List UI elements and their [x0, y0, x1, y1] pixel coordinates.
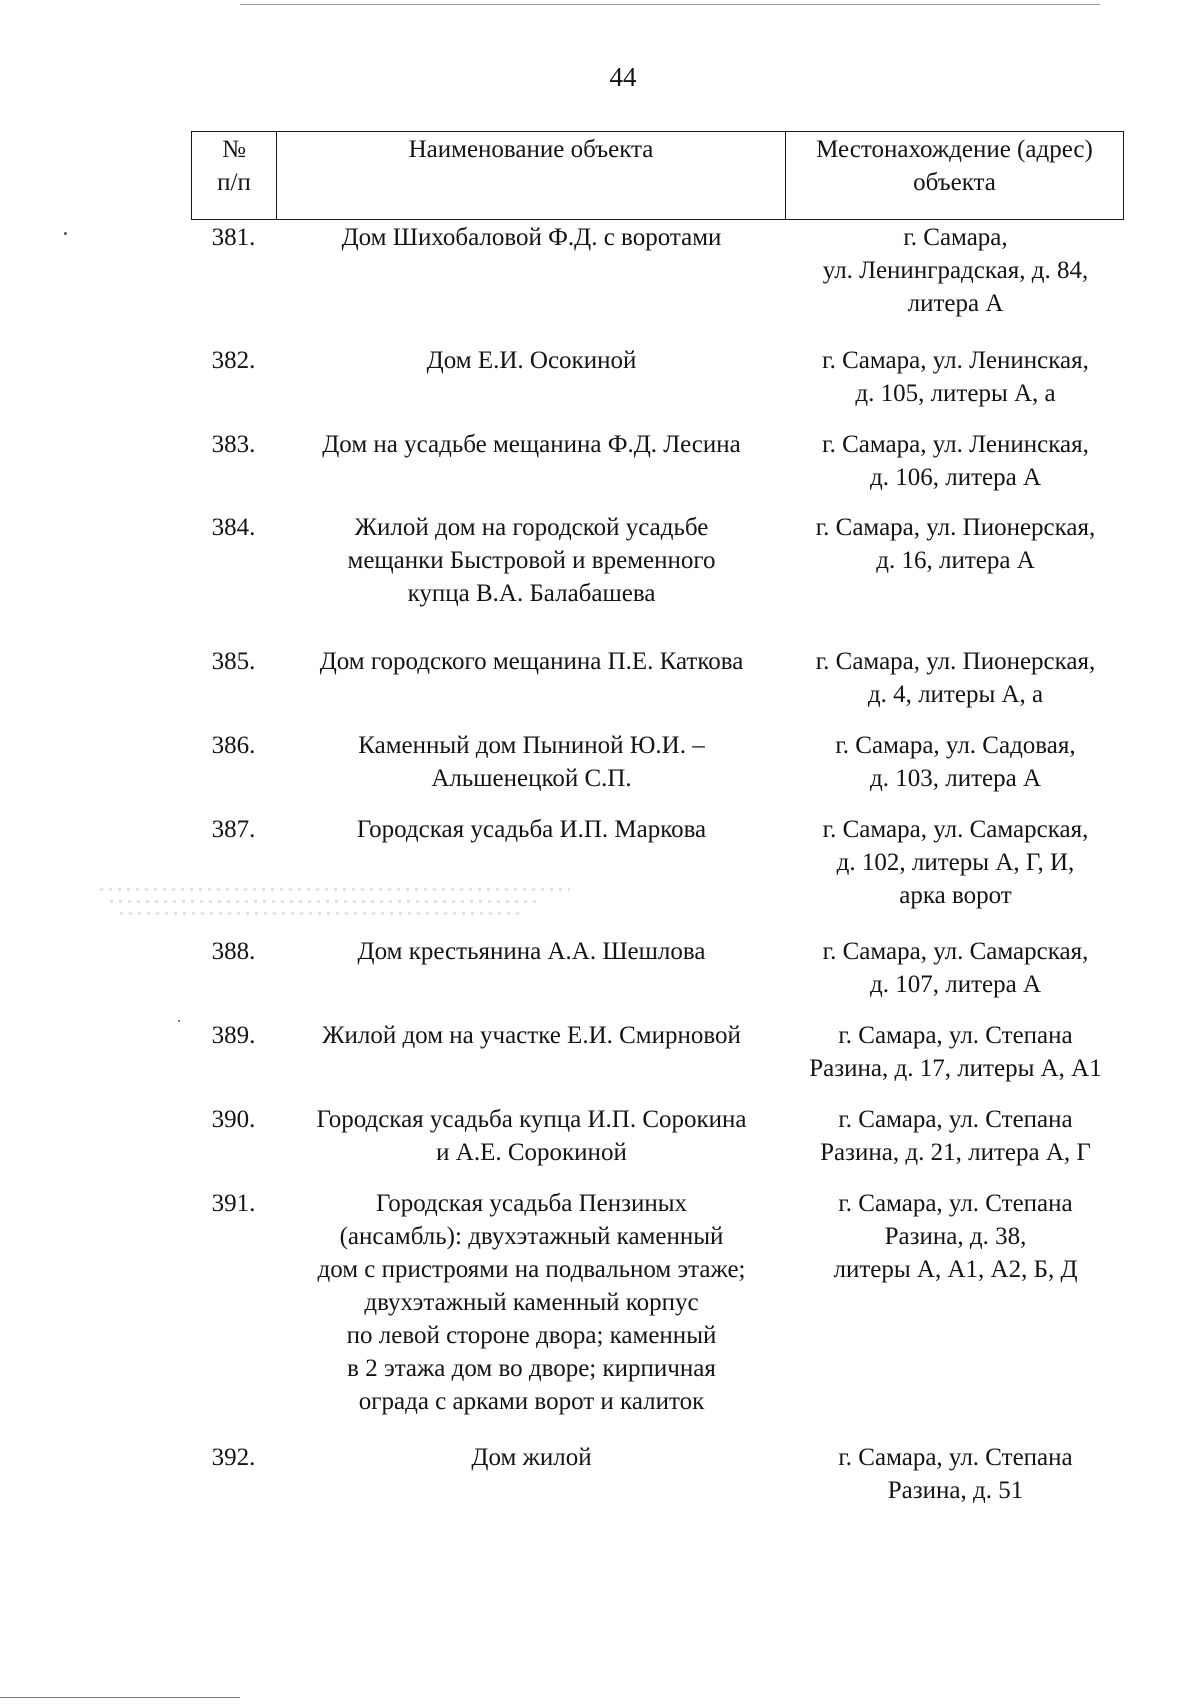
object-address [787, 1187, 1124, 1286]
scan-smudge [100, 888, 570, 891]
object-address [787, 221, 1124, 320]
object-address-line: д. 103, литера А [870, 765, 1041, 792]
object-address-line: арка ворот [899, 882, 1012, 909]
object-address-line: г. Самара, ул. Пионерская, [815, 514, 1096, 541]
object-address-line: г. Самара, ул. Пионерская, [815, 648, 1096, 675]
row-number: 382. [211, 347, 256, 374]
object-name-line: мещанки Быстровой и временного [347, 547, 716, 574]
object-address-line: г. Самара, ул. Степана [838, 1022, 1073, 1049]
row-number: 387. [211, 816, 256, 843]
row-number: 389. [211, 1022, 256, 1049]
object-address-line: г. Самара, [903, 224, 1008, 251]
scan-smudge [110, 900, 540, 903]
object-name-line: Дом жилой [471, 1444, 592, 1471]
object-address [787, 1441, 1124, 1507]
object-name [277, 1019, 786, 1052]
row-number: 381. [211, 224, 256, 251]
object-name [277, 935, 786, 968]
object-address-line: г. Самара, ул. Ленинская, [822, 347, 1089, 374]
object-address [787, 645, 1124, 711]
object-name-line: в 2 этажа дом во дворе; кирпичная [347, 1355, 716, 1382]
table-header [191, 131, 1124, 220]
object-address-line: литера А [907, 290, 1004, 317]
object-address-line: Разина, д. 38, [884, 1223, 1027, 1250]
object-address [787, 1019, 1124, 1085]
object-name-line: (ансамбль): двухэтажный каменный [339, 1223, 724, 1250]
object-address-line: д. 107, литера А [870, 971, 1041, 998]
scan-smudge [120, 912, 520, 915]
object-name [277, 729, 786, 795]
object-address-line: литеры А, А1, А2, Б, Д [833, 1256, 1078, 1283]
scan-edge-top [240, 4, 1100, 5]
object-address [787, 344, 1124, 410]
header-number-line: п/п [217, 169, 251, 196]
object-name-line: Каменный дом Пыниной Ю.И. – [358, 732, 705, 759]
object-name-line: и А.Е. Сорокиной [436, 1139, 627, 1166]
header-name-line: Наименование объекта [408, 136, 654, 163]
object-name-line: Дом городского мещанина П.Е. Каткова [319, 648, 744, 675]
object-name-line: Жилой дом на городской усадьбе [354, 514, 709, 541]
object-address-line: г. Самара, ул. Самарская, [822, 938, 1089, 965]
header-number-column [192, 132, 277, 219]
object-name [277, 1187, 786, 1418]
object-address [787, 1103, 1124, 1169]
object-name [277, 1441, 786, 1474]
object-address-line: г. Самара, ул. Степана [838, 1444, 1073, 1471]
scan-edge-bottom [0, 1697, 240, 1698]
object-address [787, 729, 1124, 795]
row-number: 391. [211, 1190, 256, 1217]
object-address-line: г. Самара, ул. Ленинская, [822, 431, 1089, 458]
object-address-line: Разина, д. 17, литеры А, А1 [809, 1055, 1102, 1082]
object-address-line: г. Самара, ул. Степана [838, 1106, 1073, 1133]
header-address-column [786, 132, 1123, 219]
object-address-line: Разина, д. 21, литера А, Г [820, 1139, 1091, 1166]
object-address-line: д. 102, литеры А, Г, И, [836, 849, 1075, 876]
header-number-line: № [222, 136, 246, 163]
object-name-line: Дом крестьянина А.А. Шешлова [357, 938, 706, 965]
header-address-line: Местонахождение (адрес) [816, 136, 1093, 163]
object-address-line: г. Самара, ул. Степана [838, 1190, 1073, 1217]
object-name [277, 1103, 786, 1169]
object-name-line: Дом на усадьбе мещанина Ф.Д. Лесина [322, 431, 741, 458]
row-number: 384. [211, 514, 256, 541]
object-address [787, 935, 1124, 1001]
object-address [787, 428, 1124, 494]
object-name [277, 645, 786, 678]
object-address [787, 813, 1124, 912]
object-name-line: Дом Шихобаловой Ф.Д. с воротами [341, 224, 722, 251]
row-number: 386. [211, 732, 256, 759]
object-name-line: купца В.А. Балабашева [407, 580, 656, 607]
object-name-line: дом с пристроями на подвальном этаже; [317, 1256, 746, 1283]
object-name-line: Городская усадьба купца И.П. Сорокина [316, 1106, 747, 1133]
object-address-line: д. 106, литера А [870, 464, 1041, 491]
object-name-line: Дом Е.И. Осокиной [426, 347, 637, 374]
page-number: 44 [609, 62, 637, 92]
object-address-line: д. 105, литеры А, а [855, 380, 1056, 407]
object-name-line: двухэтажный каменный корпус [364, 1289, 699, 1316]
header-name-column [277, 132, 786, 219]
object-address-line: Разина, д. 51 [887, 1477, 1024, 1504]
scan-dot [178, 1020, 180, 1022]
row-number: 392. [211, 1444, 256, 1471]
object-address-line: д. 4, литеры А, а [867, 681, 1044, 708]
object-name-line: Жилой дом на участке Е.И. Смирновой [322, 1022, 741, 1049]
object-name [277, 511, 786, 610]
object-address-line: д. 16, литера А [876, 547, 1035, 574]
row-number: 388. [211, 938, 256, 965]
row-number: 383. [211, 431, 256, 458]
object-name [277, 344, 786, 377]
object-name-line: Альшенецкой С.П. [431, 765, 632, 792]
object-name-line: Городская усадьба И.П. Маркова [356, 816, 707, 843]
object-address [787, 511, 1124, 577]
object-name-line: по левой стороне двора; каменный [346, 1322, 717, 1349]
row-number: 385. [211, 648, 256, 675]
object-name [277, 813, 786, 846]
object-name [277, 428, 786, 461]
scan-dot [64, 232, 67, 235]
object-address-line: г. Самара, ул. Самарская, [822, 816, 1089, 843]
header-address-line: объекта [913, 169, 996, 196]
object-name-line: ограда с арками ворот и калиток [358, 1388, 705, 1415]
object-address-line: ул. Ленинградская, д. 84, [822, 257, 1089, 284]
row-number: 390. [211, 1106, 256, 1133]
object-address-line: г. Самара, ул. Садовая, [835, 732, 1076, 759]
object-name-line: Городская усадьба Пензиных [375, 1190, 688, 1217]
object-name [277, 221, 786, 254]
